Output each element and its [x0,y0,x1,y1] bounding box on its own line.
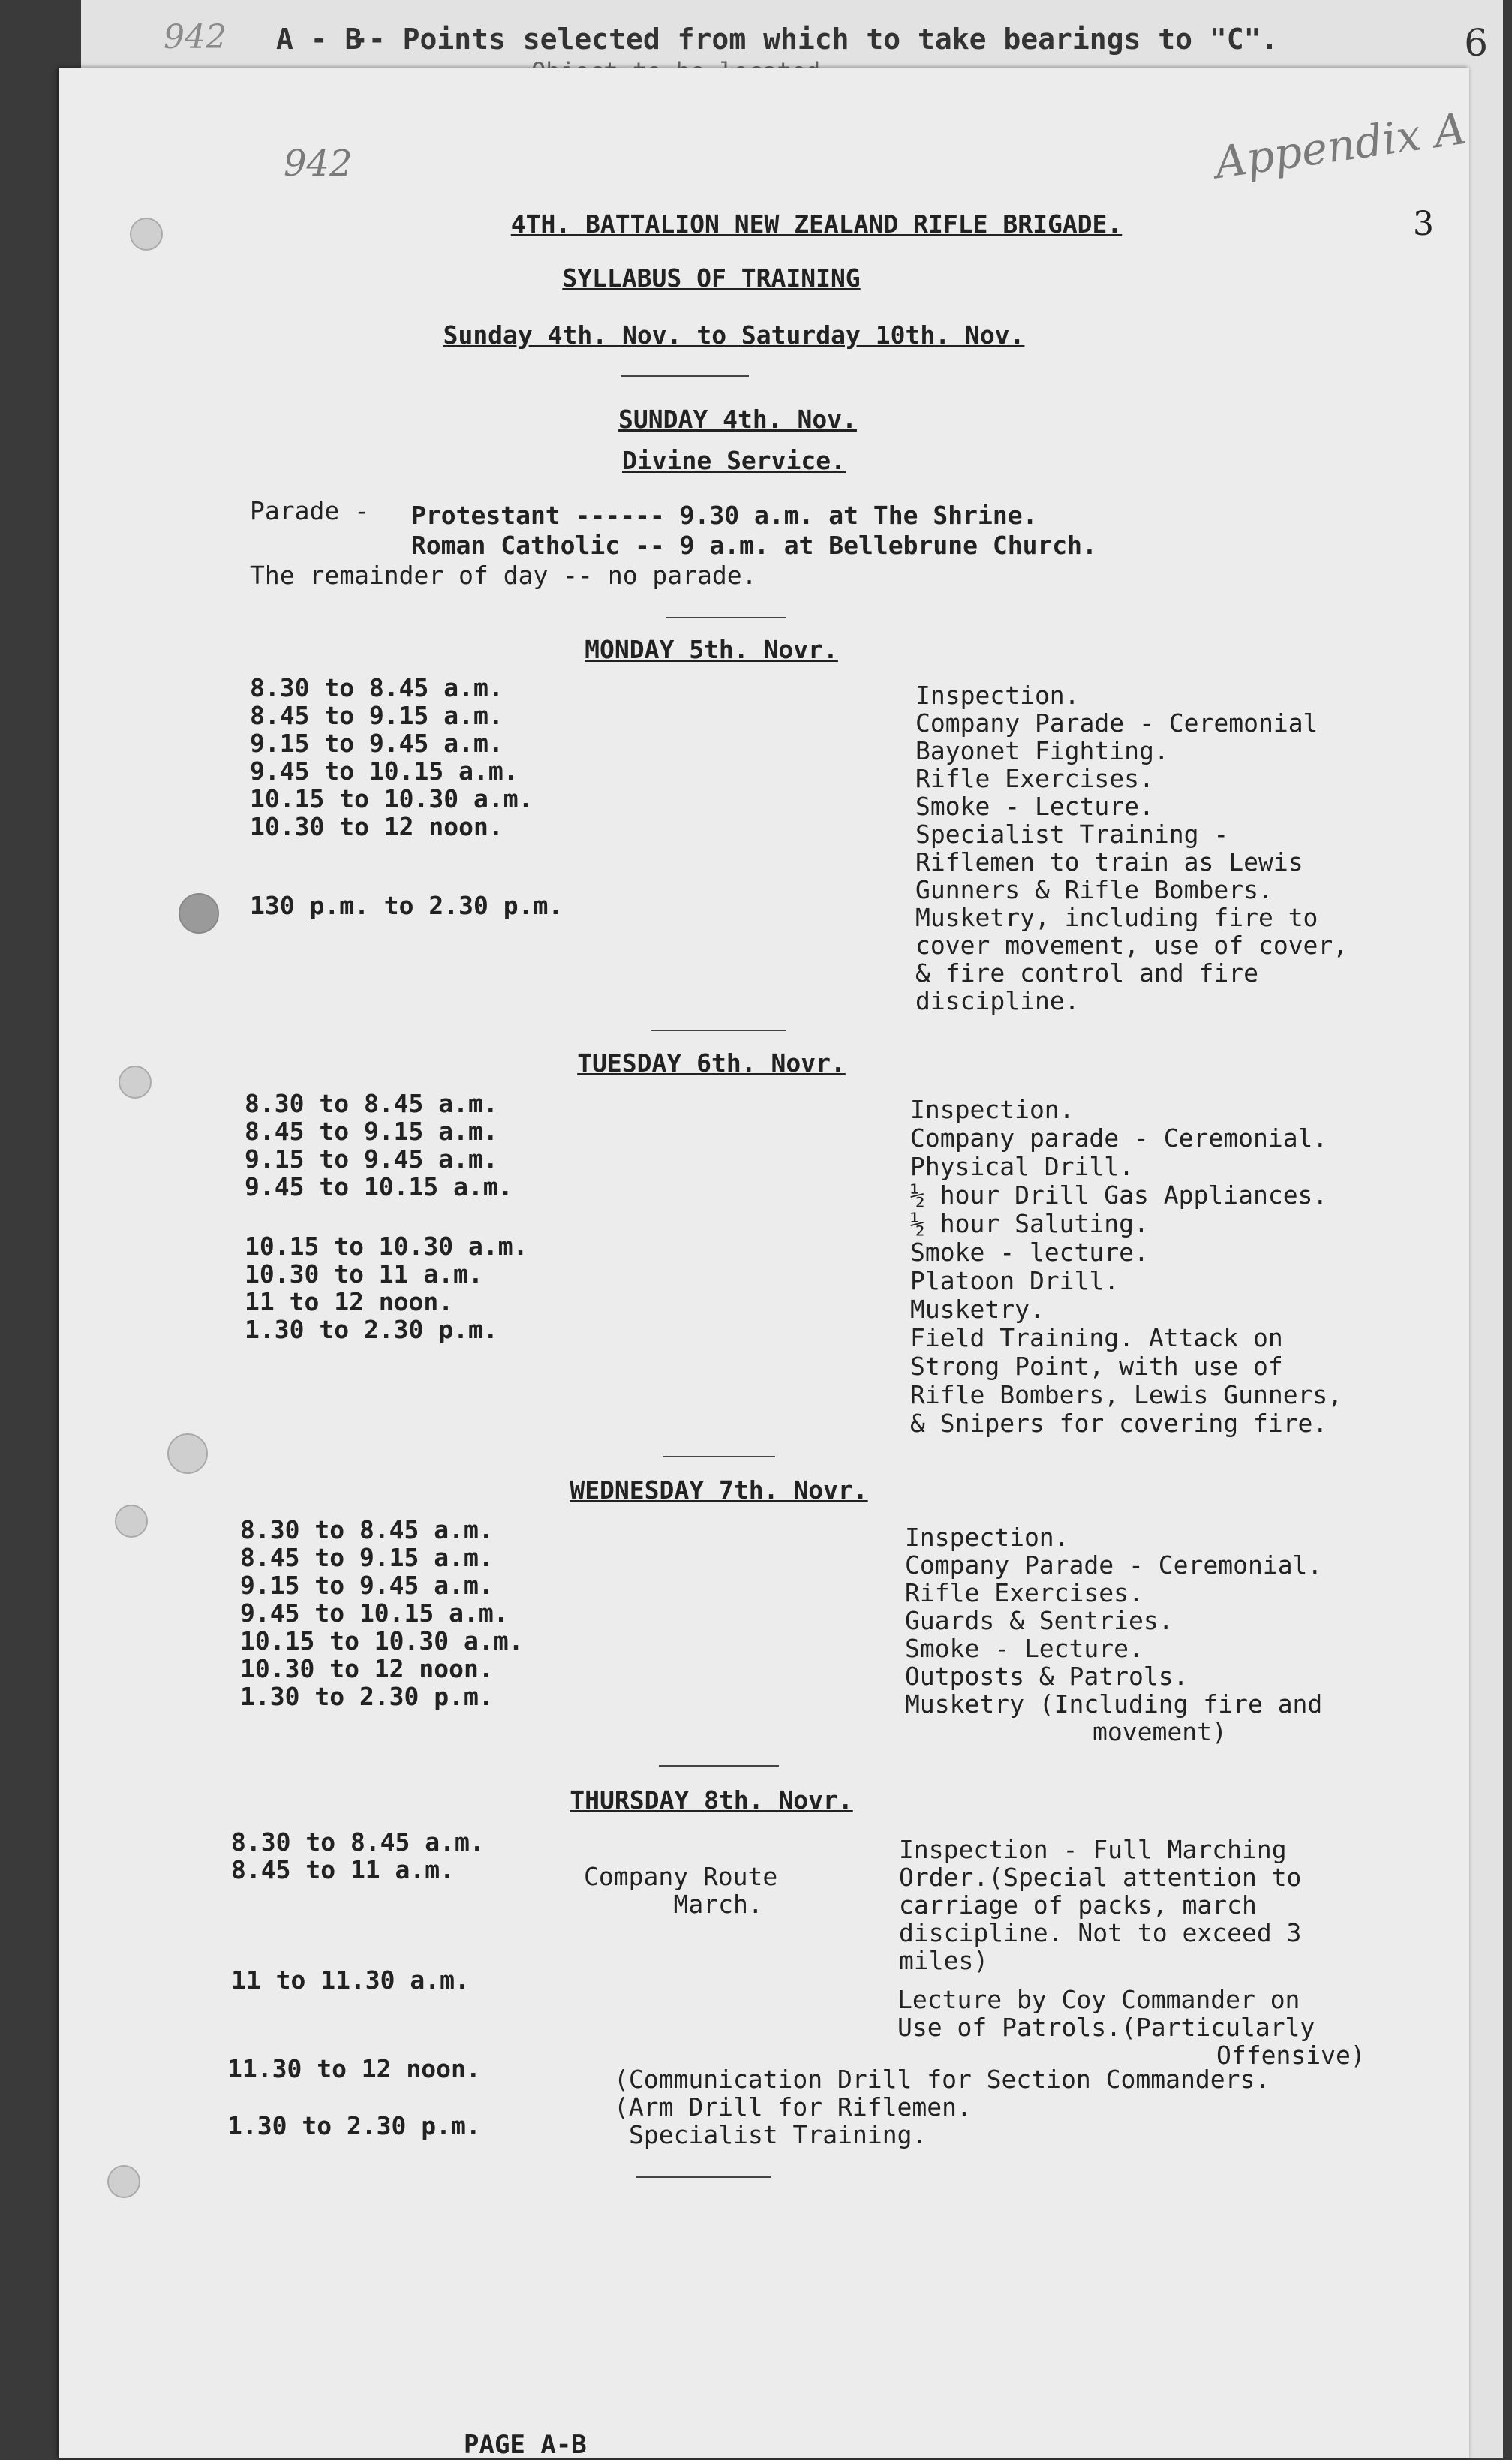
route-march-line: March. [673,1890,763,1919]
tuesday-heading: TUESDAY 6th. Novr. [577,1048,846,1078]
time-slot: 9.15 to 9.45 a.m. [250,729,503,758]
sunday-remainder: The remainder of day -- no parade. [250,561,757,590]
time-slot: 8.45 to 11 a.m. [231,1855,455,1884]
activity: (Arm Drill for Riflemen. [614,2092,972,2122]
time-slot: 8.30 to 8.45 a.m. [231,1827,485,1857]
activity: Guards & Sentries. [905,1606,1174,1635]
time-slot: 11 to 12 noon. [245,1287,454,1316]
punch-hole [130,218,163,251]
activity: ½ hour Saluting. [910,1209,1149,1238]
route-march [584,1863,777,1918]
time-slot: 8.30 to 8.45 a.m. [245,1089,498,1118]
tuesday-times-morning [245,1090,513,1201]
parade-label: Parade - [250,496,369,525]
sunday-heading: SUNDAY 4th. Nov. [618,404,857,434]
activity: Outposts & Patrols. [905,1662,1189,1691]
activity: Bayonet Fighting. [915,736,1169,765]
time-slot: 8.45 to 9.15 a.m. [240,1543,494,1572]
time-slot: 9.45 to 10.15 a.m. [250,756,519,786]
time-slot: 1.30 to 2.30 p.m. [245,1315,498,1344]
handwritten-ref: 942 [284,143,353,185]
time-slot: 8.45 to 9.15 a.m. [250,701,503,730]
time-slot: 9.45 to 10.15 a.m. [245,1172,513,1201]
underlying-page-number: 6 [1464,21,1488,65]
time-slot: 8.30 to 8.45 a.m. [240,1515,494,1544]
tuesday-activities [910,1096,1342,1438]
punch-hole [167,1433,208,1474]
activity: Company Parade - Ceremonial. [905,1550,1323,1580]
activity: Inspection. [915,681,1080,710]
time-slot: 10.15 to 10.30 a.m. [250,784,534,813]
activity: Inspection - Full Marching [899,1835,1287,1864]
time-slot: 10.30 to 12 noon. [250,812,503,841]
activity: Rifle Exercises. [905,1578,1144,1607]
page-number: 3 [1413,205,1434,243]
activity: Strong Point, with use of [910,1352,1283,1381]
activity: Company parade - Ceremonial. [910,1123,1328,1153]
divider [666,617,786,618]
activity: Lecture by Coy Commander on [897,1985,1300,2014]
protestant-service: Protestant ------ 9.30 a.m. at The Shrine. [411,501,1038,530]
route-march-line: Company Route [584,1862,778,1891]
activity: Specialist Training - [915,819,1229,849]
time-slot: 8.45 to 9.15 a.m. [245,1117,498,1146]
activity: discipline. Not to exceed 3 [899,1918,1302,1947]
divider [663,1456,775,1457]
underlying-letters: A - B [276,23,362,56]
activity: Musketry. [910,1295,1045,1324]
activity: Smoke - Lecture. [915,792,1154,821]
time-slot: 11.30 to 12 noon. [227,2054,481,2083]
tuesday-times-later [245,1232,528,1343]
monday-heading: MONDAY 5th. Novr. [585,635,838,664]
handwritten-appendix: Appendix A [1211,102,1469,189]
activity: miles) [899,1946,989,1975]
time-slot: 10.30 to 11 a.m. [245,1259,483,1289]
activity: Smoke - lecture. [910,1238,1149,1267]
activity: Use of Patrols.(Particularly [897,2013,1315,2042]
activity: Field Training. Attack on [910,1323,1283,1352]
wednesday-times [240,1516,524,1710]
time-slot: 1.30 to 2.30 p.m. [227,2111,481,2140]
document-title: 4TH. BATTALION NEW ZEALAND RIFLE BRIGADE. [510,209,1123,239]
thursday-activities-lecture [897,1986,1366,2069]
activity: Riflemen to train as Lewis [915,847,1303,877]
document-subtitle: SYLLABUS OF TRAINING [562,263,861,293]
time-slot: 9.15 to 9.45 a.m. [245,1144,498,1174]
activity: carriage of packs, march [899,1890,1257,1920]
activity: & fire control and fire [915,958,1258,988]
time-slot: 11 to 11.30 a.m. [231,1965,470,1995]
activity: Rifle Exercises. [915,764,1154,793]
divider [636,2176,771,2178]
activity: movement) [1093,1717,1227,1746]
bottom-page-fragment: PAGE A-B [464,2430,587,2460]
activity: Smoke - Lecture. [905,1634,1144,1663]
activity: Platoon Drill. [910,1266,1120,1295]
thursday-heading: THURSDAY 8th. Novr. [570,1785,853,1815]
activity: Gunners & Rifle Bombers. [915,875,1273,904]
activity: Inspection. [905,1523,1069,1552]
monday-activities [915,681,1348,1015]
time-slot: 10.15 to 10.30 a.m. [240,1626,524,1656]
wednesday-heading: WEDNESDAY 7th. Novr. [570,1475,868,1505]
activity: Musketry, including fire to [915,903,1318,932]
punch-hole [115,1505,148,1538]
time-slot: 10.15 to 10.30 a.m. [245,1232,528,1261]
punch-hole [179,893,219,934]
monday-times [250,674,534,841]
activity: Company Parade - Ceremonial [915,708,1318,738]
date-range: Sunday 4th. Nov. to Saturday 10th. Nov. [443,320,1025,350]
activity: discipline. [915,986,1080,1015]
training-syllabus-sheet [59,68,1469,2458]
activity: cover movement, use of cover, [915,931,1348,960]
thursday-activities-morning [899,1836,1301,1974]
thursday-activities-afternoon [614,2065,1270,2149]
time-slot: 8.30 to 8.45 a.m. [250,673,503,702]
punch-hole [107,2165,140,2198]
catholic-service: Roman Catholic -- 9 a.m. at Bellebrune Church. [411,531,1097,560]
underlying-heading-text: -- Points selected from which to take bearings to "C". [351,23,1279,56]
time-slot: 1.30 to 2.30 p.m. [240,1682,494,1711]
divider [651,1030,786,1031]
activity: Physical Drill. [910,1152,1135,1181]
divider [621,375,749,377]
activity: Offensive) [1216,2040,1366,2070]
activity: Specialist Training. [629,2120,927,2149]
divider [659,1765,779,1767]
sunday-subheading: Divine Service. [621,446,846,475]
activity: Rifle Bombers, Lewis Gunners, [910,1380,1343,1409]
thursday-times-morning [231,1828,485,1884]
time-slot: 9.15 to 9.45 a.m. [240,1571,494,1600]
activity: & Snipers for covering fire. [910,1409,1328,1438]
time-slot: 10.30 to 12 noon. [240,1654,494,1683]
underlying-handwritten-ref: 942 [164,18,227,56]
activity: Order.(Special attention to [899,1863,1302,1892]
activity: ½ hour Drill Gas Appliances. [910,1180,1328,1210]
punch-hole [119,1066,152,1099]
activity: (Communication Drill for Section Commanders. [614,2065,1270,2094]
activity: Musketry (Including fire and [905,1689,1323,1719]
time-slot: 130 p.m. to 2.30 p.m. [250,891,564,920]
wednesday-activities [905,1523,1322,1746]
activity: Inspection. [910,1095,1075,1124]
time-slot: 9.45 to 10.15 a.m. [240,1598,509,1628]
